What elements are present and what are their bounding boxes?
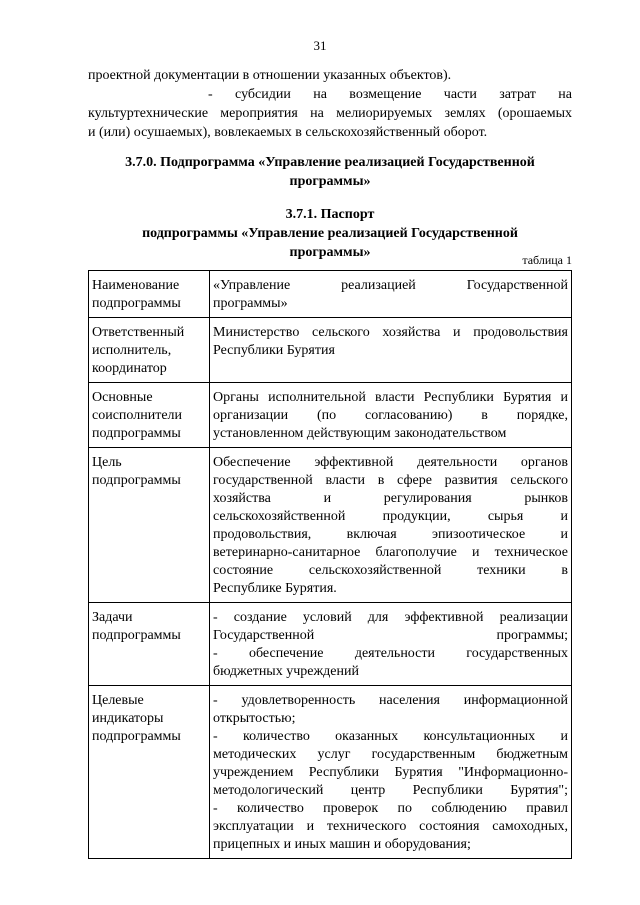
row-label-line: подпрограммы: [92, 296, 181, 311]
row-label-line: индикаторы: [92, 711, 164, 726]
table-row: [89, 271, 572, 318]
row-value-line: методологический центр Республики Бурятия";: [213, 783, 568, 798]
row-value-line: учреждением Республики Бурятия "Информационно-: [213, 765, 568, 780]
row-value-line: - количество оказанных консультационных и: [213, 729, 568, 744]
row-value-line: Министерство сельского хозяйства и продовольствия: [213, 325, 568, 340]
row-label-line: подпрограммы: [92, 473, 181, 488]
table-row: [89, 318, 572, 383]
row-value-line: ветеринарно-санитарное благополучие и техническое: [213, 545, 568, 560]
row-value-line: программы»: [213, 296, 288, 311]
table-row: [89, 383, 572, 448]
table-row: [89, 603, 572, 686]
intro-line: культуртехнические мероприятия на мелиорируемых землях (орошаемых: [88, 106, 572, 121]
row-value-line: Республике Бурятия.: [213, 581, 337, 596]
row-value-line: - количество проверок по соблюдению правил: [213, 801, 568, 816]
row-label-line: соисполнители: [92, 408, 183, 423]
row-value-line: эксплуатации и технического состояния самоходных,: [213, 819, 568, 834]
row-value-line: Обеспечение эффективной деятельности органов: [213, 455, 568, 470]
intro-line: и (или) осушаемых), вовлекаемых в сельскохозяйственный оборот.: [88, 125, 488, 140]
passport-heading-line: подпрограммы «Управление реализацией Государственной: [142, 226, 518, 241]
passport-table-body: [89, 271, 572, 859]
intro-line: - субсидии на возмещение части затрат на: [208, 87, 572, 102]
row-value-line: Государственной программы;: [213, 628, 568, 643]
passport-heading: [88, 205, 572, 262]
row-value-cell: [210, 686, 572, 859]
row-value-line: прицепных и иных машин и оборудования;: [213, 837, 471, 852]
row-label-line: Наименование: [92, 278, 180, 293]
row-label-line: координатор: [92, 361, 167, 376]
row-value-line: открытостью;: [213, 711, 296, 726]
table-row: [89, 448, 572, 603]
row-label-line: Основные: [92, 390, 153, 405]
table-caption: таблица 1: [522, 253, 572, 267]
row-value-line: бюджетных учреждений: [213, 664, 359, 679]
row-value-line: сельскохозяйственной продукции, сырья и: [213, 509, 568, 524]
row-value-line: организации (по согласованию) в порядке,: [213, 408, 568, 423]
row-value-line: «Управление реализацией Государственной: [213, 278, 568, 293]
row-value-line: методических услуг государственным бюджетным: [213, 747, 568, 762]
row-label-line: подпрограммы: [92, 426, 181, 441]
row-value-cell: [210, 603, 572, 686]
row-value-line: хозяйства и регулирования рынков: [213, 491, 568, 506]
row-label-line: Целевые: [92, 693, 144, 708]
page-number: 31: [313, 38, 327, 53]
row-value-line: продовольствия, включая эпизоотическое и: [213, 527, 568, 542]
row-value-line: установленном действующим законодательством: [213, 426, 507, 441]
passport-table: [88, 270, 572, 859]
section-heading-line: программы»: [289, 174, 371, 189]
row-label-line: Цель: [92, 455, 122, 470]
table-row: [89, 686, 572, 859]
row-value-line: Органы исполнительной власти Республики Бурятия и: [213, 390, 568, 405]
section-heading-line: 3.7.0. Подпрограмма «Управление реализацией Государственной: [125, 155, 535, 170]
intro-paragraph: [88, 66, 572, 142]
row-value-line: - обеспечение деятельности государственных: [213, 646, 568, 661]
row-label-cell: [89, 383, 210, 448]
row-label-cell: [89, 448, 210, 603]
passport-heading-line: 3.7.1. Паспорт: [285, 207, 375, 222]
section-heading: [88, 153, 572, 191]
row-value-line: Республики Бурятия: [213, 343, 335, 358]
row-label-line: Ответственный: [92, 325, 185, 340]
row-label-cell: [89, 271, 210, 318]
row-value-line: состояние сельскохозяйственной техники в: [213, 563, 568, 578]
passport-heading-line: программы»: [289, 245, 371, 260]
row-label-line: подпрограммы: [92, 628, 181, 643]
row-label-cell: [89, 318, 210, 383]
row-label-line: подпрограммы: [92, 729, 181, 744]
row-label-line: исполнитель,: [92, 343, 172, 358]
row-value-line: - создание условий для эффективной реализации: [213, 610, 568, 625]
row-value-cell: [210, 448, 572, 603]
row-label-cell: [89, 603, 210, 686]
row-value-line: - удовлетворенность населения информационной: [213, 693, 568, 708]
row-label-line: Задачи: [92, 610, 133, 625]
row-value-cell: [210, 383, 572, 448]
row-value-cell: [210, 318, 572, 383]
row-value-line: государственной власти в сфере развития сельского: [213, 473, 568, 488]
row-label-cell: [89, 686, 210, 859]
row-value-cell: [210, 271, 572, 318]
intro-line: проектной документации в отношении указанных объектов).: [88, 68, 452, 83]
